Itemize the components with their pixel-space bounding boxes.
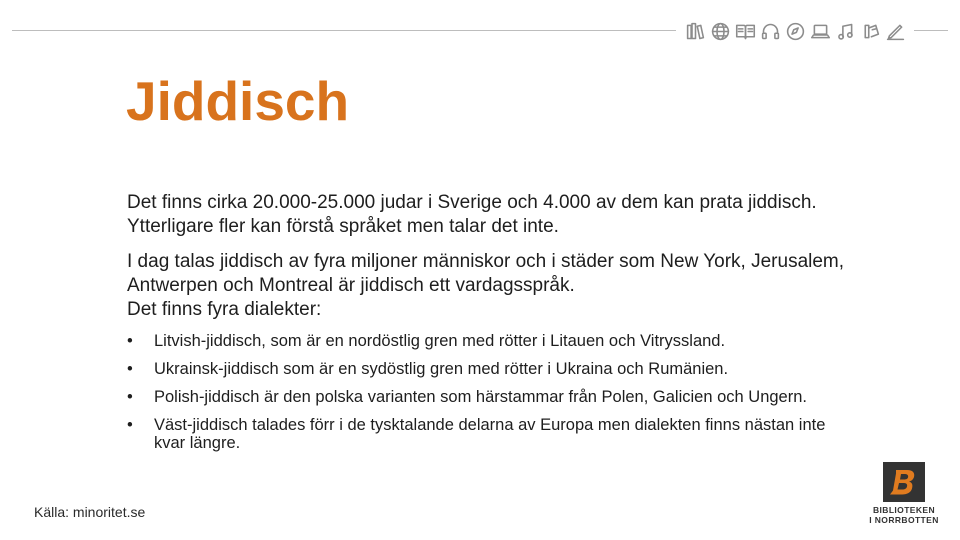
compass-icon [784, 19, 807, 43]
list-item-text: Väst-jiddisch talades förr i de tysktalande delarna av Europa men dialekten finns nästan inte kvar längre. [154, 416, 826, 452]
list-item-text: Litvish-jiddisch, som är en nordöstlig gren med rötter i Litauen och Vitryssland. [154, 332, 726, 350]
open-book-icon [734, 19, 757, 43]
list-item [127, 360, 844, 378]
bullet-marker: • [127, 332, 133, 350]
list-item-text: Polish-jiddisch är den polska varianten som härstammar från Polen, Galicien och Ungern. [154, 388, 807, 406]
list-item [127, 332, 844, 350]
laptop-icon [809, 19, 832, 43]
logo-b-mark-icon [883, 462, 925, 502]
paragraph-intro: Det finns cirka 20.000-25.000 judar i Sverige och 4.000 av dem kan prata jiddisch. Ytterligare fler kan förstå språket men talar det inte. [127, 192, 817, 237]
body-text [127, 191, 847, 462]
bullet-marker: • [127, 388, 133, 406]
list-item-text: Ukrainsk-jiddisch som är en sydöstlig gren med rötter i Ukraina och Rumänien. [154, 360, 729, 378]
globe-icon [709, 19, 732, 43]
logo-text-line-2: I NORRBOTTEN [869, 515, 939, 525]
source-citation: Källa: minoritet.se [34, 504, 146, 520]
paragraph-speakers: I dag talas jiddisch av fyra miljoner människor och i städer som New York, Jerusalem, Antwerpen och Montreal är jiddisch ett vardagsspråk. [127, 251, 845, 296]
header-rule-left [12, 30, 676, 31]
list-item [127, 388, 844, 406]
game-icon [859, 19, 882, 43]
books-icon [684, 19, 707, 43]
header-rule-right [914, 30, 948, 31]
paragraph-dialects-heading: Det finns fyra dialekter: [127, 299, 322, 320]
library-logo [866, 460, 942, 526]
music-icon [834, 19, 857, 43]
headphones-icon [759, 19, 782, 43]
header-icon-strip [684, 18, 910, 44]
logo-text-line-1: BIBLIOTEKEN [872, 505, 935, 515]
dialect-list [127, 332, 847, 452]
pencil-icon [884, 19, 907, 43]
page-title: Jiddisch [126, 70, 350, 132]
bullet-marker: • [127, 360, 133, 378]
bullet-marker: • [127, 416, 133, 434]
list-item [127, 416, 844, 452]
